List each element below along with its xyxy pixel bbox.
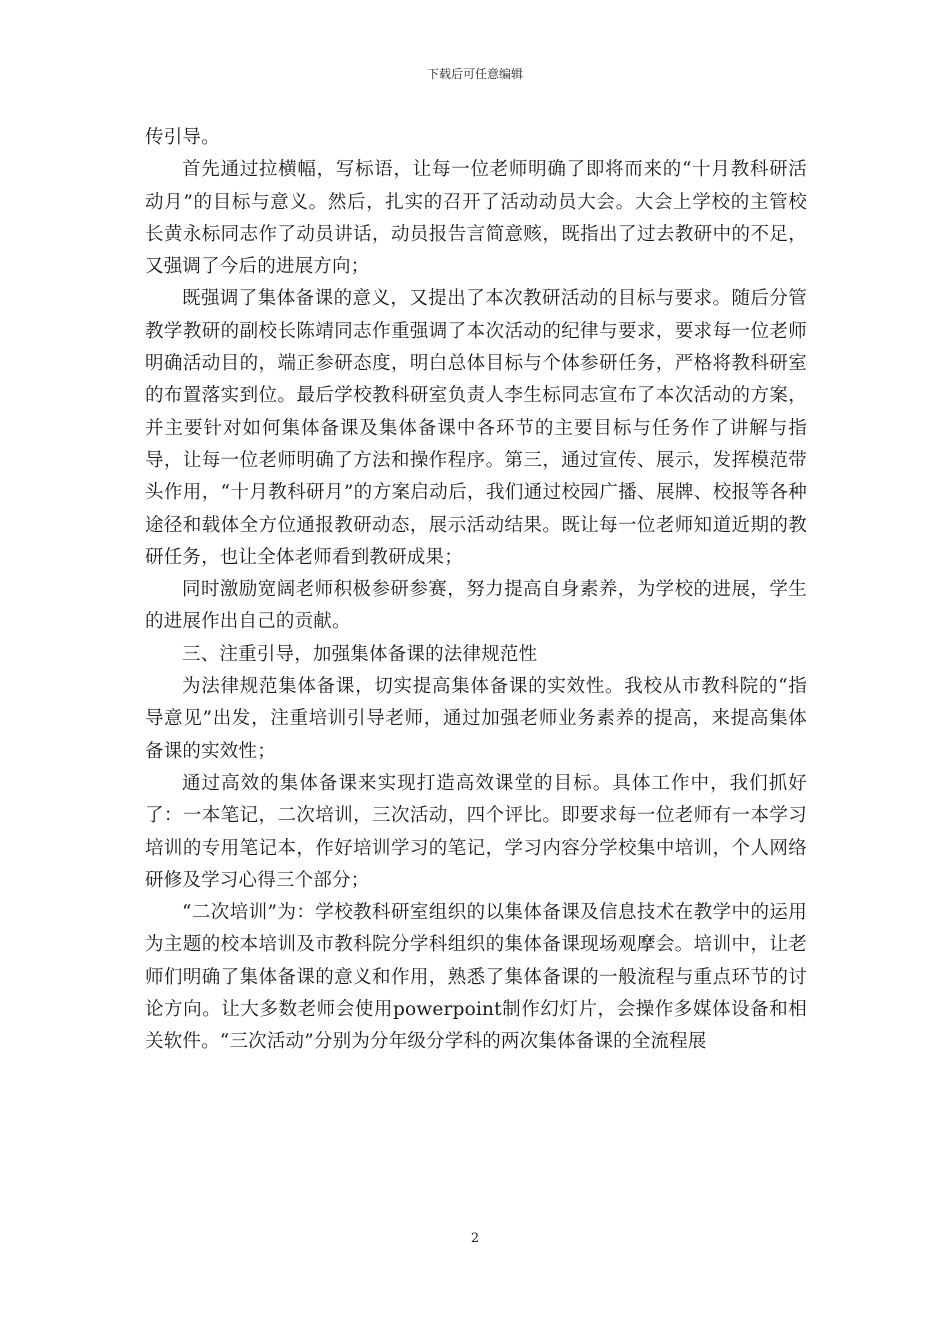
paragraph: “二次培训”为：学校教科研室组织的以集体备课及信息技术在教学中的运用为主题的校本培训及市教科院分学科组织的集体备课现场观摩会。培训中，让老师们明确了集体备课的意义和作用，熟悉了集体备课的一般流程与重点环节的讨论方向。让大多数老师会使用powerpoint制作幻灯片，会操作多媒体设备和相关软件。“三次活动”分别为分年级分学科的两次集体备课的全流程展 [145,902,807,1053]
page-number: 2 [470,1231,480,1246]
paragraph: 为法律规范集体备课，切实提高集体备课的实效性。我校从市教科院的“指导意见”出发，注重培训引导老师，通过加强老师业务素养的提高，来提高集体备课的实效性； [145,676,807,762]
paragraph: 既强调了集体备课的意义，又提出了本次教研活动的目标与要求。随后分管教学教研的副校长陈靖同志作重强调了本次活动的纪律与要求，要求每一位老师明确活动目的，端正参研态度，明白总体目标与个体参研任务，严格将教科研室的布置落实到位。最后学校教科研室负责人李生标同志宣布了本次活动的方案，并主要针对如何集体备课及集体备课中各环节的主要目标与任务作了讲解与指导，让每一位老师明确了方法和操作程序。第三，通过宣传、展示，发挥模范带头作用，“十月教科研月”的方案启动后，我们通过校园广播、展牌、校报等各种途径和载体全方位通报教研动态，展示活动结果。既让每一位老师知道近期的教研任务，也让全体老师看到教研成果； [145,288,807,568]
paragraph: 通过高效的集体备课来实现打造高效课堂的目标。具体工作中，我们抓好了：一本笔记，二次培训，三次活动，四个评比。即要求每一位老师有一本学习培训的专用笔记本，作好培训学习的笔记，学习内容分学校集中培训，个人网络研修及学习心得三个部分； [145,772,807,891]
paragraph: 传引导。 [145,127,220,148]
section-heading: 三、注重引导，加强集体备课的法律规范性 [182,643,538,665]
paragraph: 首先通过拉横幅，写标语，让每一位老师明确了即将而来的“十月教科研活动月”的目标与意义。然后，扎实的召开了活动动员大会。大会上学校的主管校长黄永标同志作了动员讲话，动员报告言简意赅，既指出了过去教研中的不足，又强调了今后的进展方向； [145,159,807,278]
page-header: 下载后可任意编辑 [426,67,523,81]
document-body [145,122,807,1059]
paragraph: 同时激励宽阔老师积极参研参赛，努力提高自身素养，为学校的进展，学生的进展作出自己的贡献。 [145,579,807,633]
